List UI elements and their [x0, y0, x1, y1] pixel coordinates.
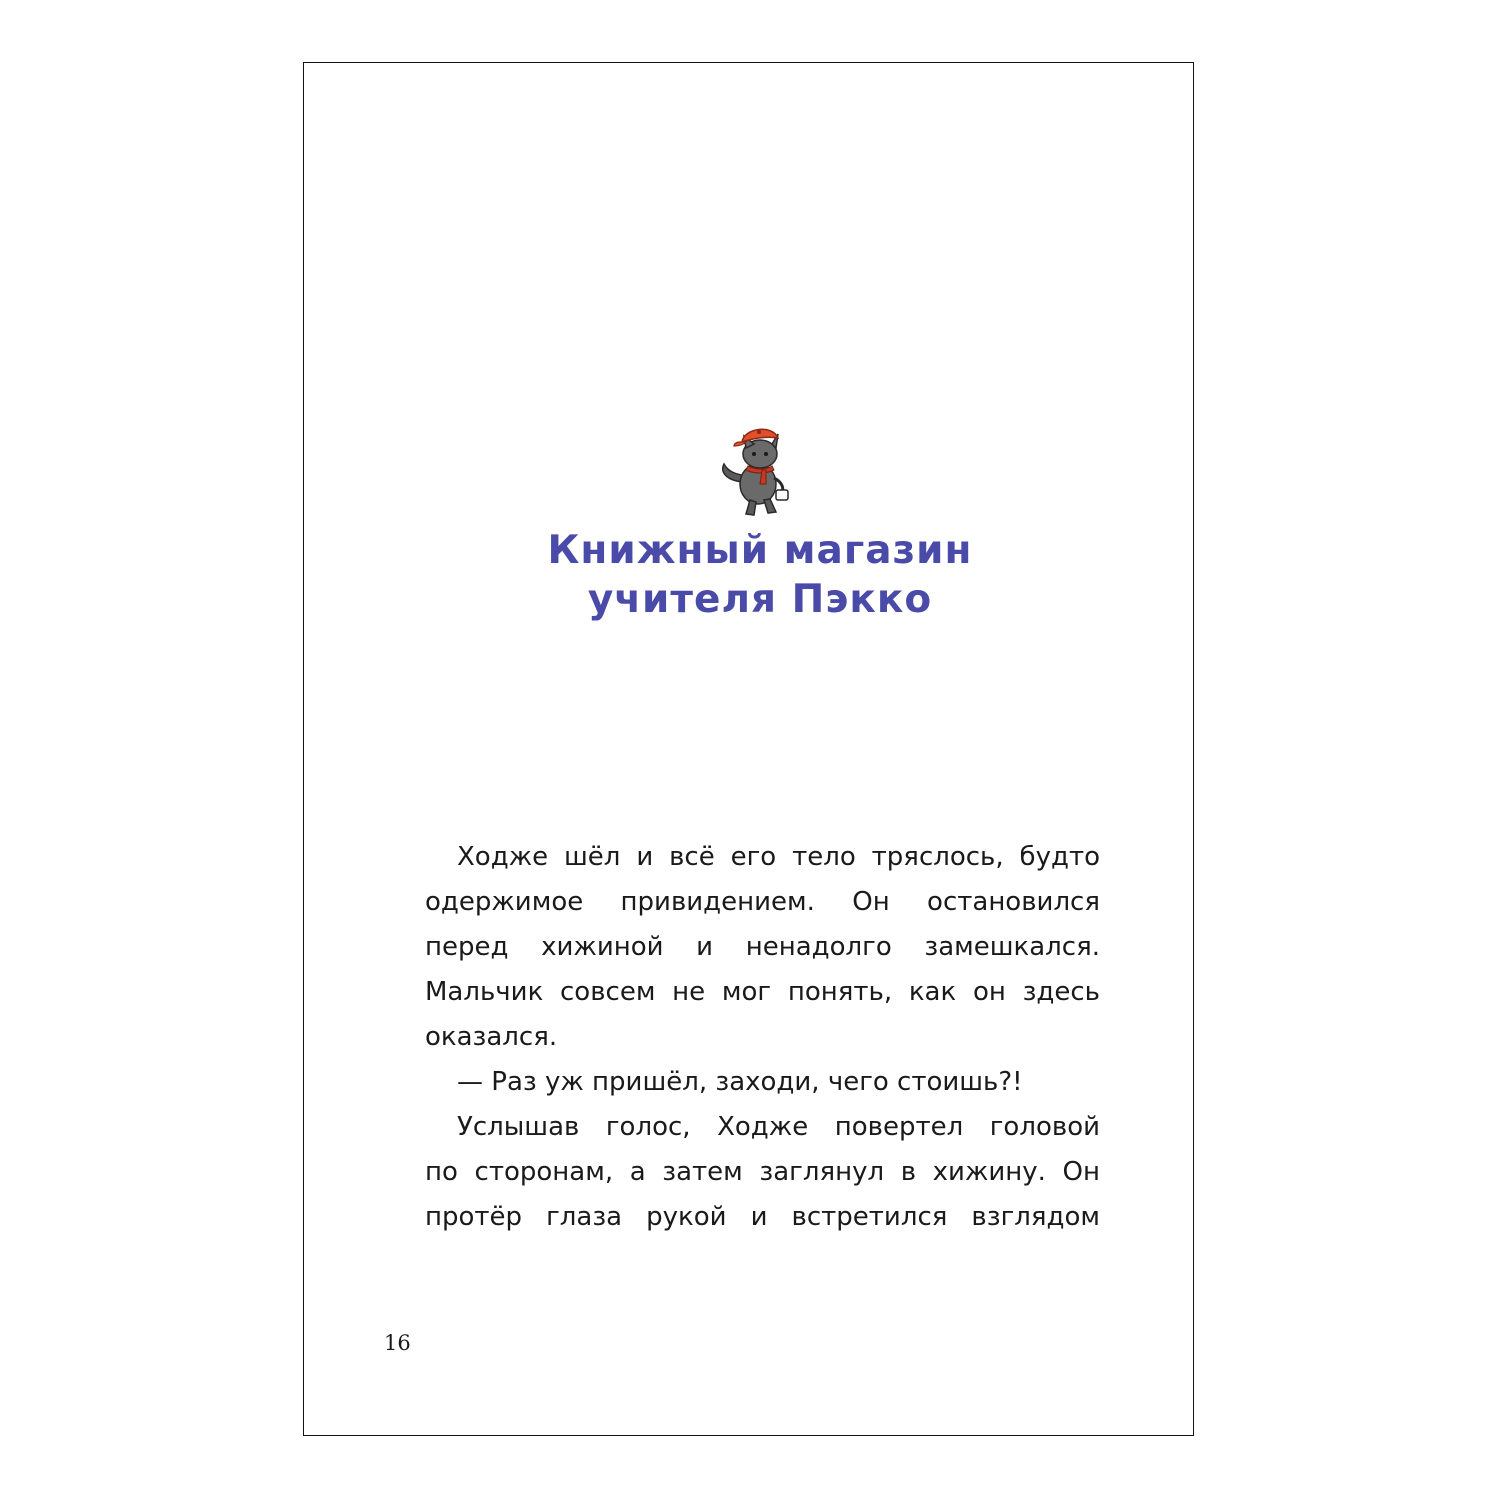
text-line: Мальчик совсем не мог понять, как он здесь	[425, 977, 1100, 1007]
cat-with-cap-icon	[712, 420, 804, 520]
text-line: по сторонам, а затем заглянул в хижину. Он	[425, 1157, 1100, 1187]
text-line: оказался.	[425, 1022, 558, 1052]
story-text	[425, 835, 1100, 1240]
dialogue-line: — Раз уж пришёл, заходи, чего стоишь?!	[457, 1067, 1023, 1097]
text-line: протёр глаза рукой и встретился взглядом	[425, 1202, 1100, 1232]
page-number: 16	[384, 1331, 411, 1355]
chapter-title-line-2: учителя Пэкко	[587, 577, 933, 622]
chapter-title-line-1: Книжный магазин	[547, 528, 973, 573]
text-line: перед хижиной и ненадолго замешкался.	[425, 932, 1100, 962]
text-line: одержимое привидением. Он остановился	[425, 887, 1100, 917]
text-line: Услышав голос, Ходже повертел головой	[457, 1112, 1100, 1142]
text-line: Ходже шёл и всё его тело тряслось, будто	[457, 842, 1100, 872]
chapter-title	[450, 526, 1070, 624]
